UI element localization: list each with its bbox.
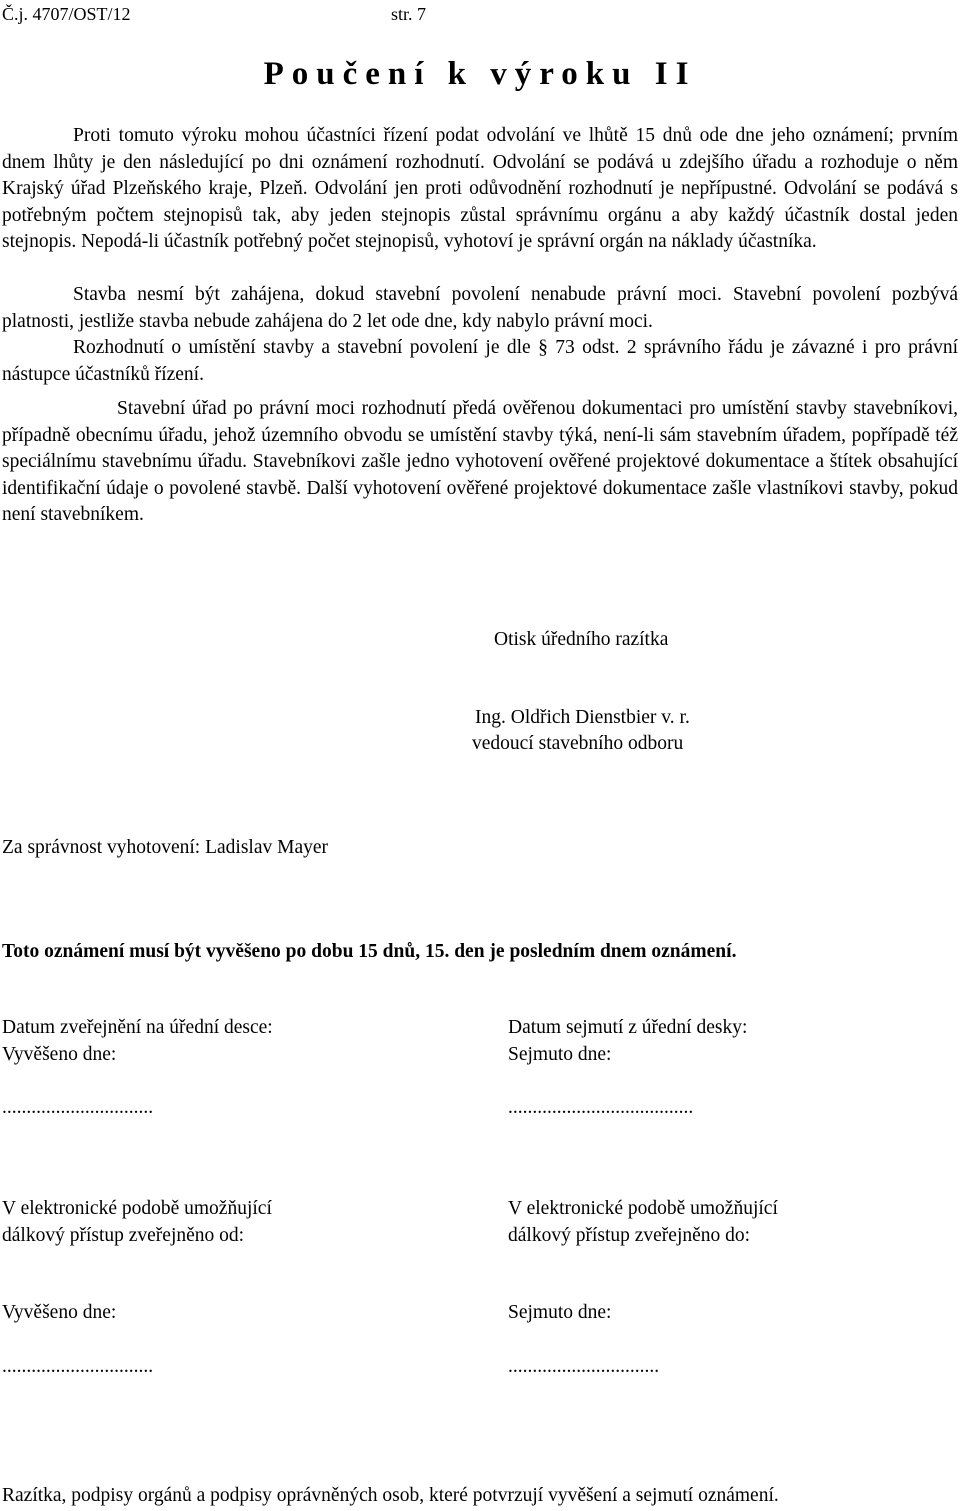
removed-date-blank: ...................................... — [508, 1097, 694, 1118]
electronic-removed-date-blank: ............................... — [508, 1356, 660, 1377]
electronic-from-label-line2: dálkový přístup zveřejněno od: — [2, 1225, 245, 1246]
binding-decision-paragraph: Rozhodnutí o umístění stavby a stavební povolení je dle § 73 odst. 2 správního řádu je závazné i pro právní nástupce účastníků řízení. — [2, 337, 958, 385]
electronic-from-label-line1: V elektronické podobě umožňující — [2, 1198, 272, 1219]
document-reference: Č.j. 4707/OST/12 — [2, 4, 131, 24]
construction-start-paragraph: Stavba nesmí být zahájena, dokud stavební povolení nenabude právní moci. Stavební povolení pozbývá platnosti, jestliže stavba nebude zahájena do 2 let ode dne, kdy nabylo právní moci. — [2, 284, 958, 332]
electronic-to-label-line1: V elektronické podobě umožňující — [508, 1198, 778, 1219]
signatory-name: Ing. Oldřich Dienstbier v. r. — [475, 707, 690, 728]
footer-note: Razítka, podpisy orgánů a podpisy oprávněných osob, které potvrzují vyvěšení a sejmutí oznámení. — [2, 1485, 779, 1506]
official-board-remove-label: Datum sejmutí z úřední desky: — [508, 1017, 748, 1038]
correctness-line: Za správnost vyhotovení: Ladislav Mayer — [2, 837, 329, 858]
page-title: Poučení k výroku II — [263, 56, 697, 92]
removed-date-label: Sejmuto dne: — [508, 1044, 612, 1065]
electronic-posted-date-blank: ............................... — [2, 1356, 154, 1377]
appeal-paragraph: Proti tomuto výroku mohou účastníci řízení podat odvolání ve lhůtě 15 dnů ode dne jeho oznámení; prvním dnem lhůty je den následující po dni oznámení rozhodnutí. Odvolání se podává u zdejšího úřadu a rozhoduje o něm Krajský úřad Plzeňského kraje, Plzeň. Odvolání jen proti odůvodnění rozhodnutí je nepřípustné. Odvolání se podává s potřebným počtem stejnopisů tak, aby jeden stejnopis zůstal správnímu orgánu a aby každý účastník dostal jeden stejnopis. Nepodá-li účastník potřebný počet stejnopisů, vyhotoví je správní orgán na náklady účastníka. — [2, 125, 958, 252]
posted-date-blank: ............................... — [2, 1097, 154, 1118]
electronic-removed-date-label: Sejmuto dne: — [508, 1302, 612, 1323]
official-board-publish-label: Datum zveřejnění na úřední desce: — [2, 1017, 273, 1038]
electronic-posted-date-label: Vyvěšeno dne: — [2, 1302, 117, 1323]
page-number: str. 7 — [391, 4, 427, 24]
posting-notice: Toto oznámení musí být vyvěšeno po dobu 15 dnů, 15. den je posledním dnem oznámení. — [2, 941, 737, 962]
documentation-paragraph: Stavební úřad po právní moci rozhodnutí předá ověřenou dokumentaci pro umístění stavby stavebníkovi, případně obecnímu úřadu, jehož územního obvodu se umístění stavby týká, není-li sám stavebním úřadem, popřípadě též speciálnímu stavebnímu úřadu. Stavebníkovi zašle jedno vyhotovení ověřené projektové dokumentace a štítek obsahující identifikační údaje o povolené stavbě. Další vyhotovení ověřené projektové dokumentace zašle vlastníkovi stavby, pokud není stavebníkem. — [2, 398, 958, 525]
posted-date-label: Vyvěšeno dne: — [2, 1044, 117, 1065]
stamp-placeholder: Otisk úředního razítka — [494, 629, 669, 650]
electronic-to-label-line2: dálkový přístup zveřejněno do: — [508, 1225, 751, 1246]
signatory-role: vedoucí stavebního odboru — [472, 733, 684, 754]
